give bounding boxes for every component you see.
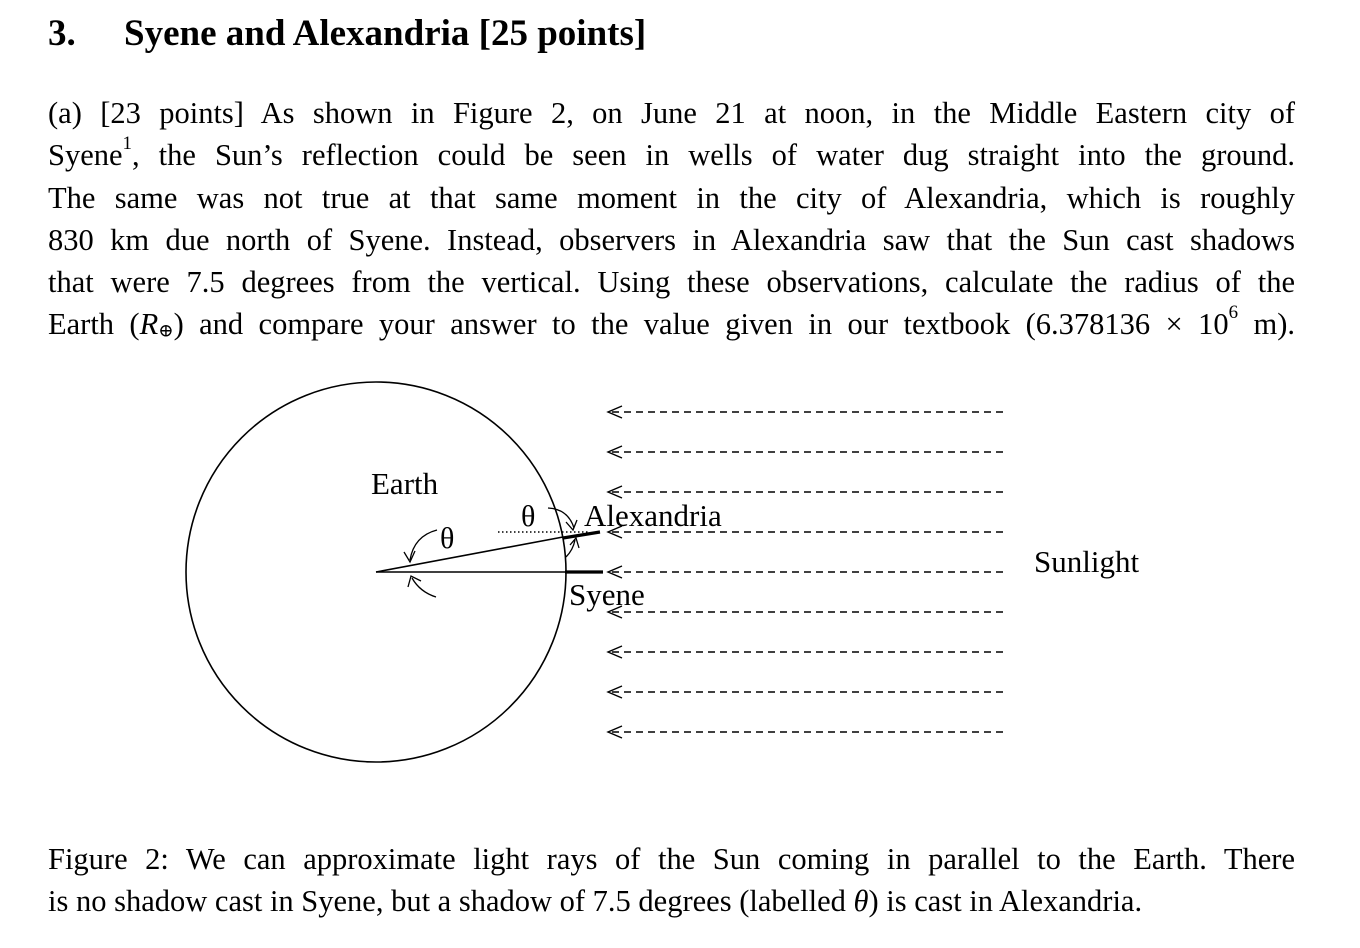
caption-theta: θ xyxy=(853,884,869,919)
sun-ray-2 xyxy=(608,446,1006,458)
earth-radius-symbol: R xyxy=(139,307,159,342)
caption-line-2-start: is no shadow cast in Syene, but a shadow of 7.5 degrees (labelled xyxy=(48,884,854,919)
radius-to-alexandria xyxy=(376,537,563,572)
figure-2-diagram xyxy=(0,360,1360,780)
figure-caption xyxy=(48,838,1295,923)
problem-line-5: that were 7.5 degrees from the vertical. Using these observations, calculate the radius of the xyxy=(48,265,1295,300)
sun-ray-3 xyxy=(608,486,1006,498)
caption-line-2-end: ) is cast in Alexandria. xyxy=(868,884,1143,919)
alexandria-angle-arc xyxy=(548,508,574,528)
sun-ray-8 xyxy=(608,686,1006,698)
sun-ray-9 xyxy=(608,726,1006,738)
caption-line-1: Figure 2: We can approximate light rays of the Sun coming in parallel to the Earth. There xyxy=(48,842,1295,876)
problem-line-6-end: m). xyxy=(1238,307,1295,342)
syene-label: Syene xyxy=(569,577,645,612)
earth-label: Earth xyxy=(371,466,439,501)
theta-alexandria-label: θ xyxy=(521,500,536,533)
section-heading xyxy=(48,12,646,55)
problem-line-6-mid: ) and compare your answer to the value given in our textbook (6.378136 × 10 xyxy=(173,307,1229,342)
alexandria-label: Alexandria xyxy=(584,498,722,533)
alexandria-angle-arc-lower xyxy=(566,540,575,557)
sunlight-label: Sunlight xyxy=(1034,544,1140,579)
caption-line-2 xyxy=(48,880,1295,922)
problem-line-6 xyxy=(48,303,1295,352)
problem-text xyxy=(48,92,1295,353)
earth-subscript-symbol: ⊕ xyxy=(158,321,174,342)
problem-line-3: The same was not true at that same moment in the city of Alexandria, which is roughly xyxy=(48,180,1295,215)
problem-line-4: 830 km due north of Syene. Instead, observers in Alexandria saw that the Sun cast shadows xyxy=(48,222,1295,257)
center-angle-arc-lower xyxy=(412,578,436,597)
center-angle-arrow-top xyxy=(404,551,415,562)
problem-line-2 xyxy=(48,134,1295,176)
problem-line-1: (a) [23 points] As shown in Figure 2, on June 21 at noon, in the Middle Eastern city of xyxy=(48,96,1295,130)
sun-ray-1 xyxy=(608,406,1006,418)
sun-ray-5 xyxy=(608,566,1006,578)
theta-center-label: θ xyxy=(440,522,455,555)
footnote-marker: 1 xyxy=(122,133,132,155)
section-title: Syene and Alexandria [25 points] xyxy=(124,13,647,54)
problem-line-2-rest: , the Sun’s reflection could be seen in wells of water dug straight into the ground. xyxy=(132,138,1295,173)
sun-ray-7 xyxy=(608,646,1006,658)
sunlight-rays xyxy=(608,406,1006,738)
exponent: 6 xyxy=(1228,302,1239,324)
section-number: 3. xyxy=(48,13,76,54)
syene-word: Syene xyxy=(48,138,123,173)
center-angle-arc xyxy=(410,530,437,560)
sun-ray-6 xyxy=(608,606,1006,618)
problem-line-6-start: Earth ( xyxy=(48,307,140,342)
